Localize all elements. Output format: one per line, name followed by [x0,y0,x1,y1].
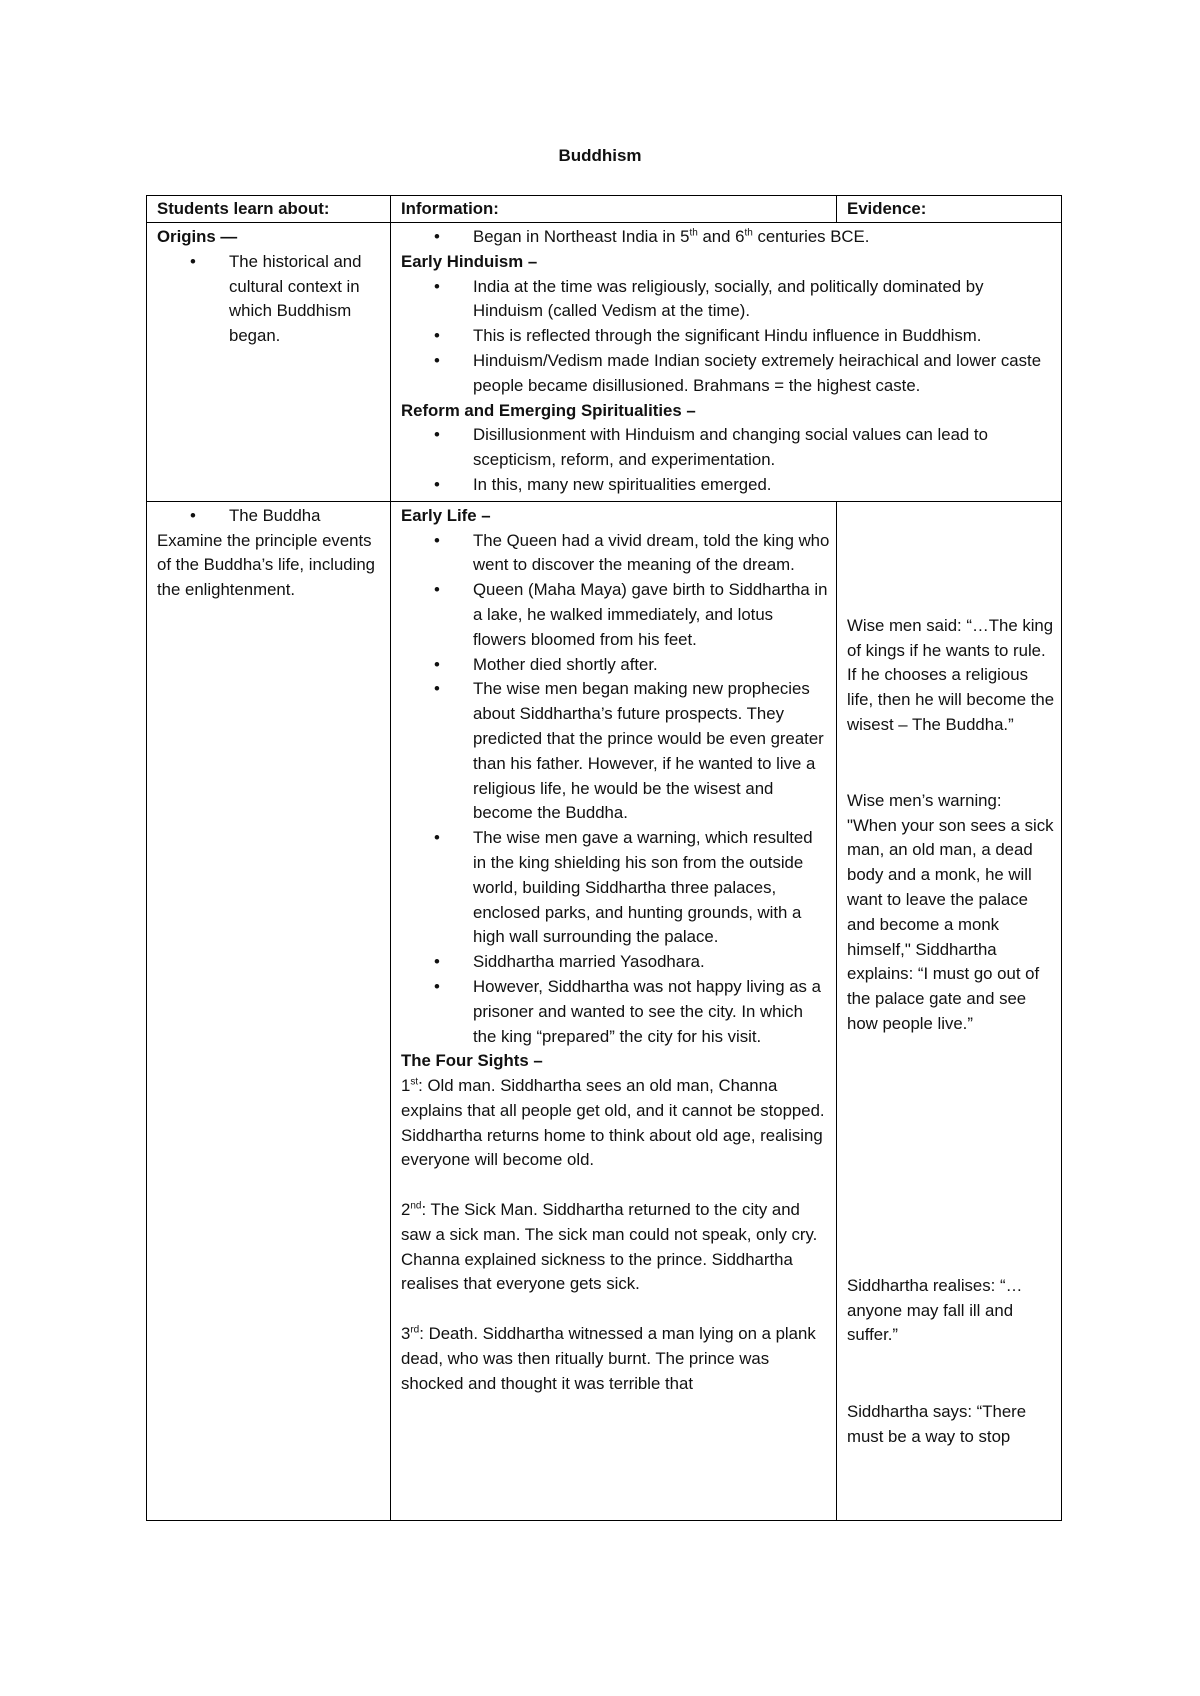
sight-one [401,1074,830,1173]
list-item: • Mother died shortly after. [473,653,830,678]
table-row-buddha [146,501,1062,1521]
sight-text: : The Sick Man. Siddhartha returned to the city and saw a sick man. The sick man could not speak, only cry. Channa explained sickness to the prince. Siddhartha realises that everyone gets sick. [401,1200,818,1294]
origins-intro-list [401,225,1055,250]
origins-information-cell [390,222,1062,501]
list-item: • Began in Northeast India in 5th and 6th centuries BCE. [473,225,1055,250]
ordinal-number: 3 [401,1324,411,1344]
buddha-topic-list [157,504,384,529]
origins-topic-cell [146,222,390,501]
ordinal-suffix: nd [410,1200,422,1212]
buddha-evidence-cell [836,501,1062,1521]
early-hinduism-heading: Early Hinduism – [401,251,538,271]
table-row-origins [146,222,1062,501]
sight-three [401,1322,830,1396]
list-item: • However, Siddhartha was not happy living as a prisoner and wanted to see the city. In which the king “prepared” the city for his visit. [473,975,830,1049]
table-header-row [146,195,1062,222]
ordinal-number: 2 [401,1200,411,1220]
early-life-heading: Early Life – [401,505,491,525]
list-item: • The wise men began making new prophecies about Siddhartha’s future prospects. They predicted that the prince would be even greater than his father. However, if he wanted to live a religious life, he would be the wisest and become the Buddha. [473,677,830,826]
list-item: • Siddhartha married Yasodhara. [473,950,830,975]
ordinal-number: 1 [401,1076,411,1096]
sight-text: : Death. Siddhartha witnessed a man lying on a plank dead, who was then ritually burnt. The prince was shocked and thought it was terrible that [401,1324,816,1393]
origins-topic-list [157,250,384,349]
document-title: Buddhism [558,146,642,165]
sight-text: : Old man. Siddhartha sees an old man, Channa explains that all people get old, and it cannot be stopped. Siddhartha returns home to think about old age, realising everyone will become old. [401,1076,825,1170]
header-students-learn: Students learn about: [146,195,390,222]
evidence-wise-men-warning: Wise men’s warning: "When your son sees a sick man, an old man, a dead body and a monk, he will want to leave the palace and become a monk himself," Siddhartha explains: “I must go out of the palace gate and see how people live.” [847,790,1054,1033]
reform-list [401,423,1055,497]
buddha-topic-description: Examine the principle events of the Buddha’s life, including the enlightenment. [157,530,376,600]
list-item: • Queen (Maha Maya) gave birth to Siddhartha in a lake, he walked immediately, and lotus flowers bloomed from his feet. [473,578,830,652]
ordinal-suffix: rd [410,1324,420,1336]
origins-topic-item: • The historical and cultural context in which Buddhism began. [229,250,384,349]
list-item: • This is reflected through the significant Hindu influence in Buddhism. [473,324,1055,349]
reform-heading: Reform and Emerging Spiritualities – [401,400,696,420]
buddha-topic-cell [146,501,390,1521]
sight-two [401,1198,830,1297]
evidence-sickness: Siddhartha realises: “… anyone may fall ill and suffer.” [847,1275,1023,1345]
list-item: • In this, many new spiritualities emerged. [473,473,1055,498]
buddha-topic-item: • The Buddha [229,504,384,529]
header-information: Information: [390,195,836,222]
evidence-death: Siddhartha says: “There must be a way to stop [847,1401,1027,1446]
list-item: • India at the time was religiously, socially, and politically dominated by Hinduism (called Vedism at the time). [473,275,1055,325]
four-sights-heading: The Four Sights – [401,1051,543,1071]
origins-heading: Origins — [157,227,238,246]
list-item: • The Queen had a vivid dream, told the king who went to discover the meaning of the dream. [473,529,830,579]
notes-table [146,195,1062,1521]
list-item: • The wise men gave a warning, which resulted in the king shielding his son from the outside world, building Siddhartha three palaces, enclosed parks, and hunting grounds, with a high wall surrounding the palace. [473,826,830,950]
buddha-information-cell [390,501,836,1521]
early-life-list [401,529,830,1050]
list-item: • Hinduism/Vedism made Indian society extremely heirachical and lower caste people became disillusioned. Brahmans = the highest caste. [473,349,1055,399]
list-item: • Disillusionment with Hinduism and changing social values can lead to scepticism, reform, and experimentation. [473,423,1055,473]
header-evidence: Evidence: [836,195,1062,222]
evidence-wise-men-said: Wise men said: “…The king of kings if he wants to rule. If he chooses a religious life, then he will become the wisest – The Buddha.” [847,615,1055,734]
ordinal-suffix: st [410,1076,419,1088]
early-hinduism-list [401,275,1055,399]
